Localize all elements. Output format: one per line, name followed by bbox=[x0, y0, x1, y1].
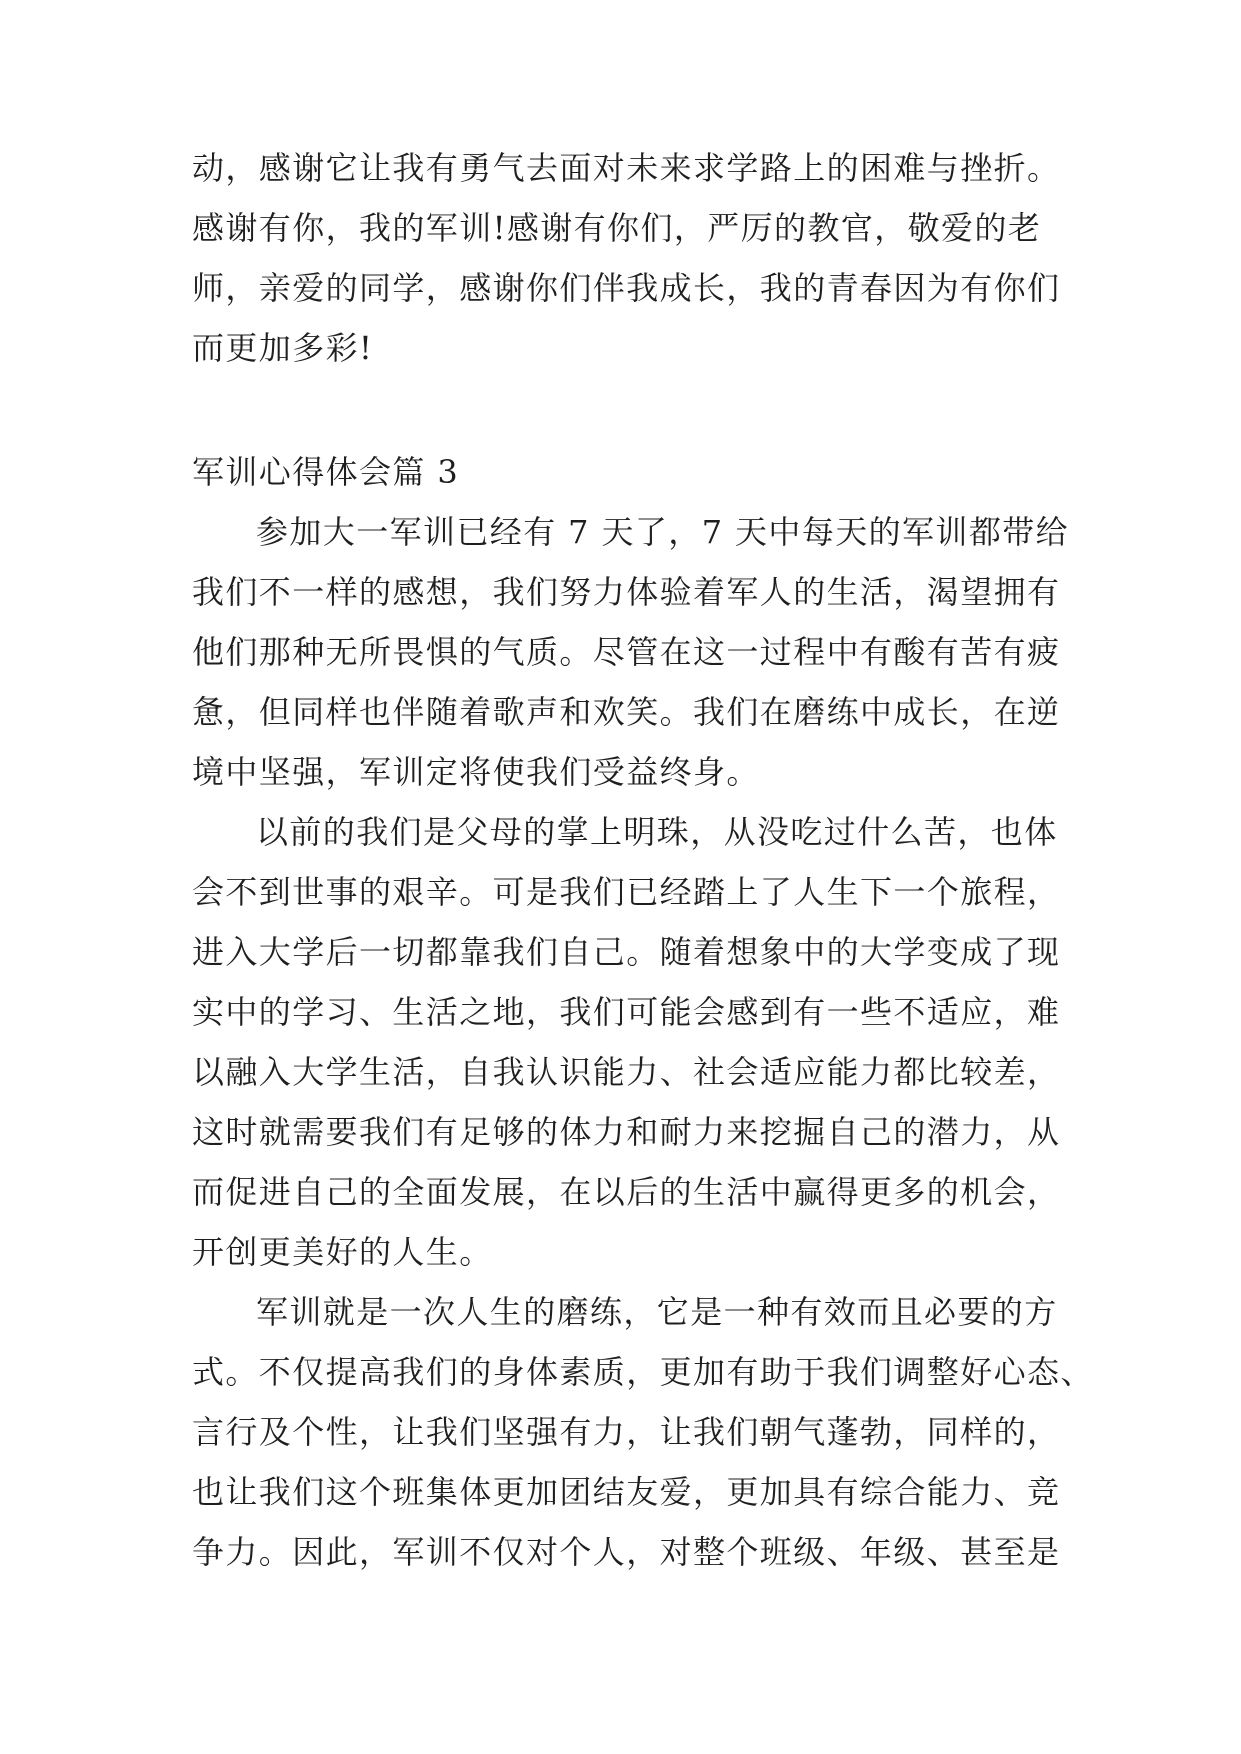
text-line: 参加大一军训已经有 7 天了，7 天中每天的军训都带给 bbox=[256, 513, 1070, 551]
text-line: 争力。因此，军训不仅对个人，对整个班级、年级、甚至是 bbox=[192, 1533, 1061, 1571]
text-line: 境中坚强，军训定将使我们受益终身。 bbox=[192, 753, 760, 791]
text-line: 军训就是一次人生的磨练，它是一种有效而且必要的方 bbox=[256, 1293, 1058, 1331]
text-line: 这时就需要我们有足够的体力和耐力来挖掘自己的潜力，从 bbox=[192, 1113, 1061, 1151]
text-line: 而促进自己的全面发展，在以后的生活中赢得更多的机会， bbox=[192, 1173, 1061, 1211]
text-line: 式。不仅提高我们的身体素质，更加有助于我们调整好心态、 bbox=[192, 1353, 1094, 1391]
text-line: 开创更美好的人生。 bbox=[192, 1233, 493, 1271]
text-line: 言行及个性，让我们坚强有力，让我们朝气蓬勃，同样的， bbox=[192, 1413, 1061, 1451]
text-line: 以前的我们是父母的掌上明珠，从没吃过什么苦，也体 bbox=[256, 813, 1058, 851]
text-line: 会不到世事的艰辛。可是我们已经踏上了人生下一个旅程， bbox=[192, 873, 1061, 911]
text-line: 他们那种无所畏惧的气质。尽管在这一过程中有酸有苦有疲 bbox=[192, 633, 1061, 671]
text-line: 而更加多彩! bbox=[192, 329, 374, 367]
text-line: 以融入大学生活，自我认识能力、社会适应能力都比较差， bbox=[192, 1053, 1061, 1091]
text-line: 也让我们这个班集体更加团结友爱，更加具有综合能力、竞 bbox=[192, 1473, 1061, 1511]
text-line: 实中的学习、生活之地，我们可能会感到有一些不适应，难 bbox=[192, 993, 1061, 1031]
text-line: 进入大学后一切都靠我们自己。随着想象中的大学变成了现 bbox=[192, 933, 1061, 971]
text-line: 惫，但同样也伴随着歌声和欢笑。我们在磨练中成长，在逆 bbox=[192, 693, 1061, 731]
text-line: 师，亲爱的同学，感谢你们伴我成长，我的青春因为有你们 bbox=[192, 269, 1061, 307]
text-line: 感谢有你，我的军训!感谢有你们，严厉的教官，敬爱的老 bbox=[192, 209, 1042, 247]
text-line: 动，感谢它让我有勇气去面对未来求学路上的困难与挫折。 bbox=[192, 149, 1061, 187]
section-heading: 军训心得体会篇 3 bbox=[192, 453, 460, 491]
text-line: 我们不一样的感想，我们努力体验着军人的生活，渴望拥有 bbox=[192, 573, 1061, 611]
